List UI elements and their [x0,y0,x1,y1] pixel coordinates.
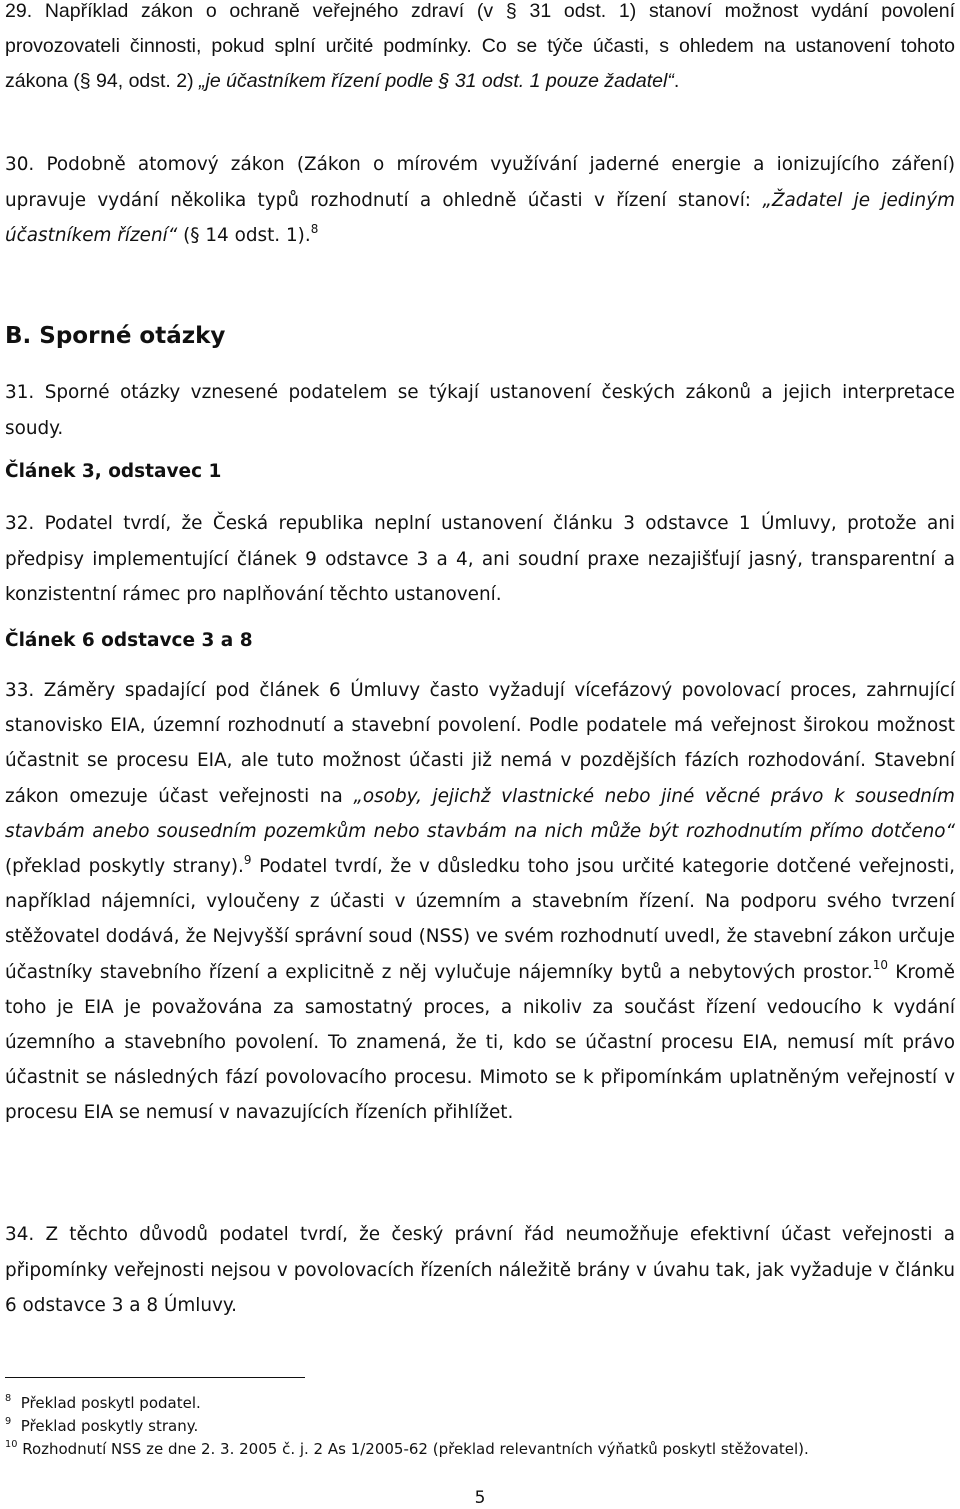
heading-article-3: Článek 3, odstavec 1 [5,461,222,482]
footnote-10: $^{10}$ Rozhodnutí NSS ze dne 2. 3. 2005 č. j. 2 As 1/2005-62 (překlad relevantních výňatků poskytl stěžovatel). [5,1439,809,1458]
paragraph-30: 30. Podobně atomový zákon (Zákon o mírovém využívání jaderné energie a ionizujícího záření) upravuje vydání několika typů rozhodnutí a ohledně účasti v řízení stanoví: „Žadatel je jediným účastníkem řízení“ (§ 14 odst. 1).$^8$ [5,154,955,246]
paragraph-31: 31. Sporné otázky vznesené podatelem se týkají ustanovení českých zákonů a jejich interpretace soudy. [5,382,955,439]
heading-article-6: Článek 6 odstavce 3 a 8 [5,630,253,651]
paragraph-32: 32. Podatel tvrdí, že Česká republika neplní ustanovení článku 3 odstavce 1 Úmluvy, protože ani předpisy implementující článek 9 odstavce 3 a 4, ani soudní praxe nezajišťují jasný, transparentní a konzistentní rámec pro naplňování těchto ustanovení. [5,513,955,605]
footnote-9: $^9$ Překlad poskytly strany. [5,1416,199,1435]
footnote-ref-9: 9 [243,852,252,867]
paragraph-29: 29. Například zákon o ochraně veřejného zdraví (v § 31 odst. 1) stanoví možnost vydání povolení provozovateli činnosti, pokud splní určité podmínky. Co se týče účasti, s ohledem na ustanovení tohoto zákona (§ 94, odst. 2) „je účastníkem řízení podle § 31 odst. 1 pouze žadatel“. [5,0,955,92]
paragraph-33: 33. Záměry spadající pod článek 6 Úmluvy často vyžadují vícefázový povolovací proces, zahrnující stanovisko EIA, územní rozhodnutí a stavební povolení. Podle podatele má veřejnost širokou možnost účastnit se procesu EIA, ale tuto možnost účasti již nemá v pozdějších fázích rozhodování. Stavební zákon omezuje účast veřejnosti na „osoby, jejichž vlastnické nebo jiné věcné právo k sousedním stavbám anebo sousedním pozemkům nebo stavbám na nich může být rozhodnutím přímo dotčeno“ (překlad poskytly strany).$^9$ Podatel tvrdí, že v důsledku toho jsou určité kategorie dotčené veřejnosti, například nájemníci, vyloučeny z účasti v územním a stavebním řízení. Na podporu svého tvrzení stěžovatel dodává, že Nejvyšší správní soud (NSS) ve svém rozhodnutí uvedl, že stavební zákon určuje účastníky stavebního řízení a explicitně z něj vylučuje nájemníky bytů a nebytových prostor.$^{10}$ Kromě toho je EIA je považována za samostatný proces, a nikoliv za součást řízení vedoucího k vydání územního a stavebního povolení. To znamená, že ti, kdo se účastní procesu EIA, nemusí mít právo účastnit se následných fází povolovacího procesu. Mimoto se k připomínkám uplatněným veřejností v procesu EIA se nemusí v navazujících řízeních přihlížet. [5,680,955,1124]
section-heading-b: B. Sporné otázky [5,323,226,349]
page-number: 5 [474,1488,486,1508]
paragraph-34: 34. Z těchto důvodů podatel tvrdí, že český právní řád neumožňuje efektivní účast veřejnosti a připomínky veřejnosti nejsou v povolovacích řízeních náležitě brány v úvahu tak, jak vyžaduje v článku 6 odstavce 3 a 8 Úmluvy. [5,1224,955,1316]
footnote-divider [5,1377,305,1378]
footnote-8: $^8$ Překlad poskytl podatel. [5,1393,201,1412]
footnote-ref-10: 10 [872,958,888,973]
footnote-ref-8: 8 [310,221,319,236]
